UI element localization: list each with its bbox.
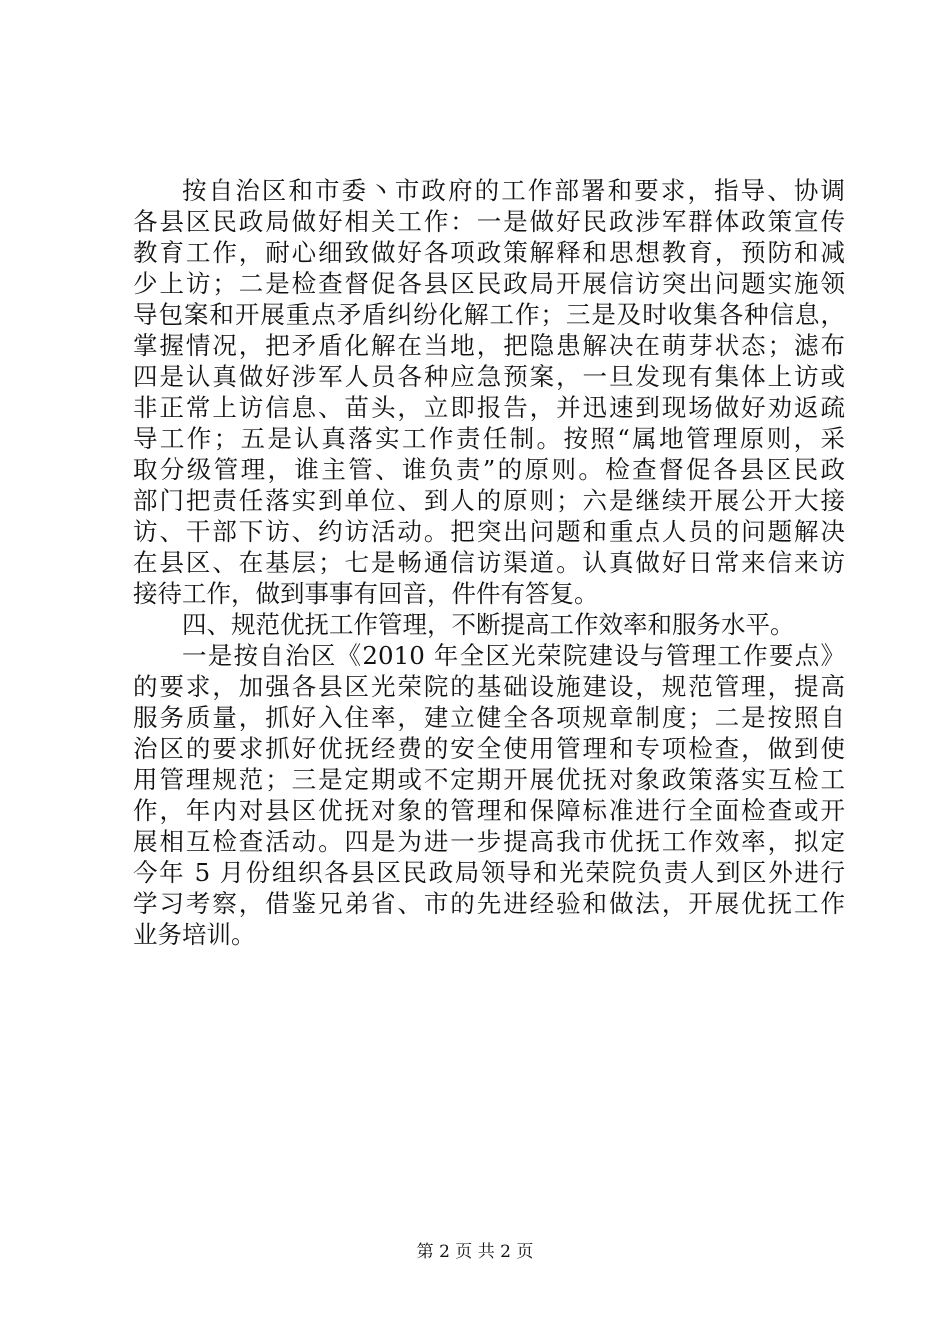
text-line: 按自治区和市委丶市政府的工作部署和要求，指导、协调 [182,176,845,205]
text-line: 业务培训。 [133,920,256,949]
text-line: 学习考察，借鉴兄弟省、市的先进经验和做法，开展优抚工作 [133,889,845,918]
text-line: 一是按自治区《2010 年全区光荣院建设与管理工作要点》 [182,641,845,670]
text-line: 各县区民政局做好相关工作：一是做好民政涉军群体政策宣传 [133,207,845,236]
text-line: 四是认真做好涉军人员各种应急预案，一旦发现有集体上访或 [133,362,845,391]
text-line: 四、规范优抚工作管理，不断提高工作效率和服务水平。 [182,610,795,639]
text-line: 部门把责任落实到单位、到人的原则；六是继续开展公开大接 [133,486,845,515]
text-line: 作，年内对县区优抚对象的管理和保障标准进行全面检查或开 [133,796,845,825]
text-line: 导包案和开展重点矛盾纠纷化解工作；三是及时收集各种信息， [133,300,845,329]
text-line: 在县区、在基层；七是畅通信访渠道。认真做好日常来信来访 [133,548,845,577]
text-line: 导工作；五是认真落实工作责任制。按照“属地管理原则，采 [133,424,845,453]
text-line: 接待工作，做到事事有回音，件件有答复。 [133,579,599,608]
text-line: 展相互检查活动。四是为进一步提高我市优抚工作效率，拟定 [133,827,845,856]
text-line: 服务质量，抓好入住率，建立健全各项规章制度；二是按照自 [133,703,845,732]
text-line: 非正常上访信息、苗头，立即报告，并迅速到现场做好劝返疏 [133,393,845,422]
text-line: 掌握情况，把矛盾化解在当地，把隐患解决在萌芽状态；滤布 [133,331,845,360]
text-line: 访、干部下访、约访活动。把突出问题和重点人员的问题解决 [133,517,845,546]
text-line: 的要求，加强各县区光荣院的基础设施建设，规范管理，提高 [133,672,845,701]
text-line: 今年 5 月份组织各县区民政局领导和光荣院负责人到区外进行 [133,858,845,887]
text-line: 少上访；二是检查督促各县区民政局开展信访突出问题实施领 [133,269,845,298]
text-line: 治区的要求抓好优抚经费的安全使用管理和专项检查，做到使 [133,734,845,763]
text-line: 用管理规范；三是定期或不定期开展优抚对象政策落实互检工 [133,765,845,794]
page-footer: 第 2 页 共 2 页 [416,1242,534,1262]
text-line: 取分级管理，谁主管、谁负责”的原则。检查督促各县区民政 [133,455,845,484]
document-body [133,175,845,950]
text-line: 教育工作，耐心细致做好各项政策解释和思想教育，预防和减 [133,238,845,267]
